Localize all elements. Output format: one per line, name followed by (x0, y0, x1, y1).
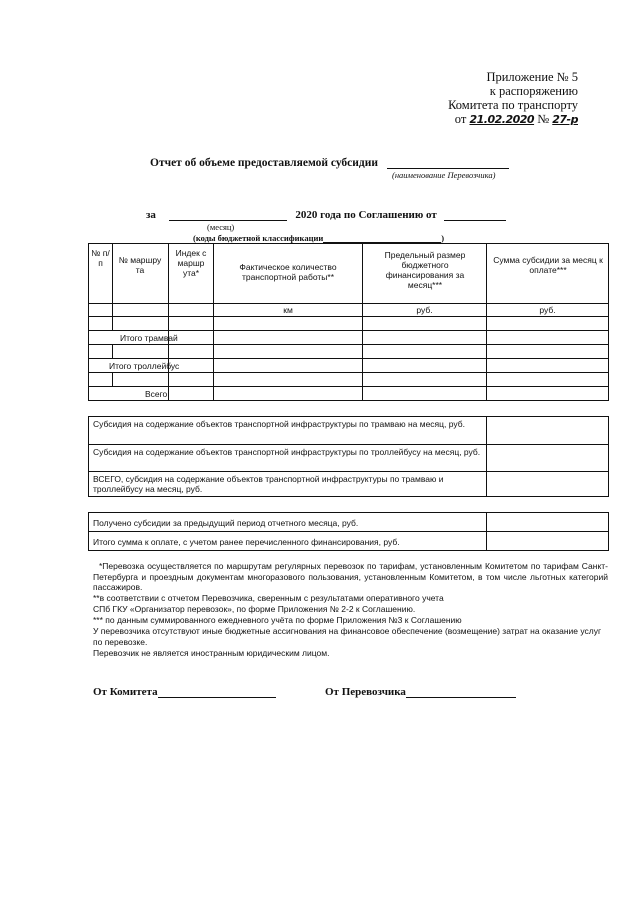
col-header-actual-work: Фактическое количество транспортной работы** (239, 262, 337, 282)
unit-km: км (283, 305, 293, 315)
note-not-foreign-entity: Перевозчик не является иностранным юридическим лицом. (93, 648, 330, 658)
note-tariffs: *Перевозка осуществляется по маршрутам регулярных перевозок по тарифам, установленным Комитетом по тарифам Санкт-Петербурга и проездным документам многоразового пользования, установленным Комитетом, в том числе льготных категорий пассажиров. (93, 561, 608, 592)
col-header-subsidy-sum: Сумма субсидии за месяц к оплате*** (493, 255, 603, 275)
report-title: Отчет об объеме предоставляемой субсидии (150, 157, 509, 169)
period-line: за 2020 года по Соглашению от (146, 209, 506, 221)
unit-rub-subsidy: руб. (539, 305, 556, 315)
committee-signature: От Комитета (93, 686, 276, 698)
tram-infrastructure-row: Субсидия на содержание объектов транспортной инфраструктуры по трамваю на месяц, руб. (93, 419, 465, 429)
note-no-other-funding: У перевозчика отсутствуют иные бюджетные ассигнования на финансовое обеспечение (возмещение) затрат на оказание услуг по перевозке. (93, 626, 602, 647)
unit-rub-funding: руб. (416, 305, 433, 315)
appendix-committee: Комитета по транспорту (448, 98, 578, 112)
header-block (448, 70, 578, 127)
handwritten-date: 21.02.2020 (469, 113, 535, 126)
month-line (169, 209, 287, 221)
committee-signature-line (158, 686, 276, 698)
agreement-date-line (444, 209, 506, 221)
carrier-name-line (387, 157, 509, 169)
total-all-label: Всего (145, 389, 168, 399)
trolleybus-infrastructure-row: Субсидия на содержание объектов транспортной инфраструктуры по троллейбусу на месяц, руб. (93, 447, 481, 457)
carrier-signature: От Перевозчика (325, 686, 516, 698)
note-daily-accounting: *** по данным суммированного ежедневного учёта по форме Приложения №3 к Соглашению (93, 615, 462, 625)
handwritten-number: 27-р (552, 113, 578, 126)
appendix-date-line: от 21.02.2020 № 27-р (454, 112, 578, 126)
carrier-caption: (наименование Перевозчика) (392, 170, 496, 180)
carrier-signature-line (406, 686, 516, 698)
month-caption: (месяц) (207, 222, 235, 232)
total-tram-label: Итого трамвай (120, 333, 178, 343)
col-header-num: № п/п (91, 248, 110, 268)
total-trolleybus-label: Итого троллейбус (109, 361, 180, 371)
col-header-route: № маршру та (118, 255, 162, 275)
appendix-order: к распоряжению (489, 84, 578, 98)
budget-codes-caption: (коды бюджетной классификации ) (193, 233, 445, 243)
appendix-number: Приложение № 5 (486, 70, 578, 84)
col-header-max-funding: Предельный размер бюджетного финансирования за месяц*** (384, 250, 466, 290)
total-infrastructure-row: ВСЕГО, субсидия на содержание объектов транспортной инфраструктуры по трамваю и троллейбусу на месяц, руб. (93, 474, 444, 494)
note-operational-accounting: **в соответствии с отчетом Перевозчика, сверенным с результатами оперативного учета (93, 593, 444, 603)
note-organizer: СПб ГКУ «Организатор перевозок», по форме Приложения № 2-2 к Соглашению. (93, 604, 416, 614)
col-header-route-index: Индек с маршр ута* (175, 248, 207, 278)
total-to-pay-row: Итого сумма к оплате, с учетом ранее перечисленного финансирования, руб. (93, 537, 400, 547)
previous-subsidy-row: Получено субсидии за предыдущий период отчетного месяца, руб. (93, 518, 359, 528)
